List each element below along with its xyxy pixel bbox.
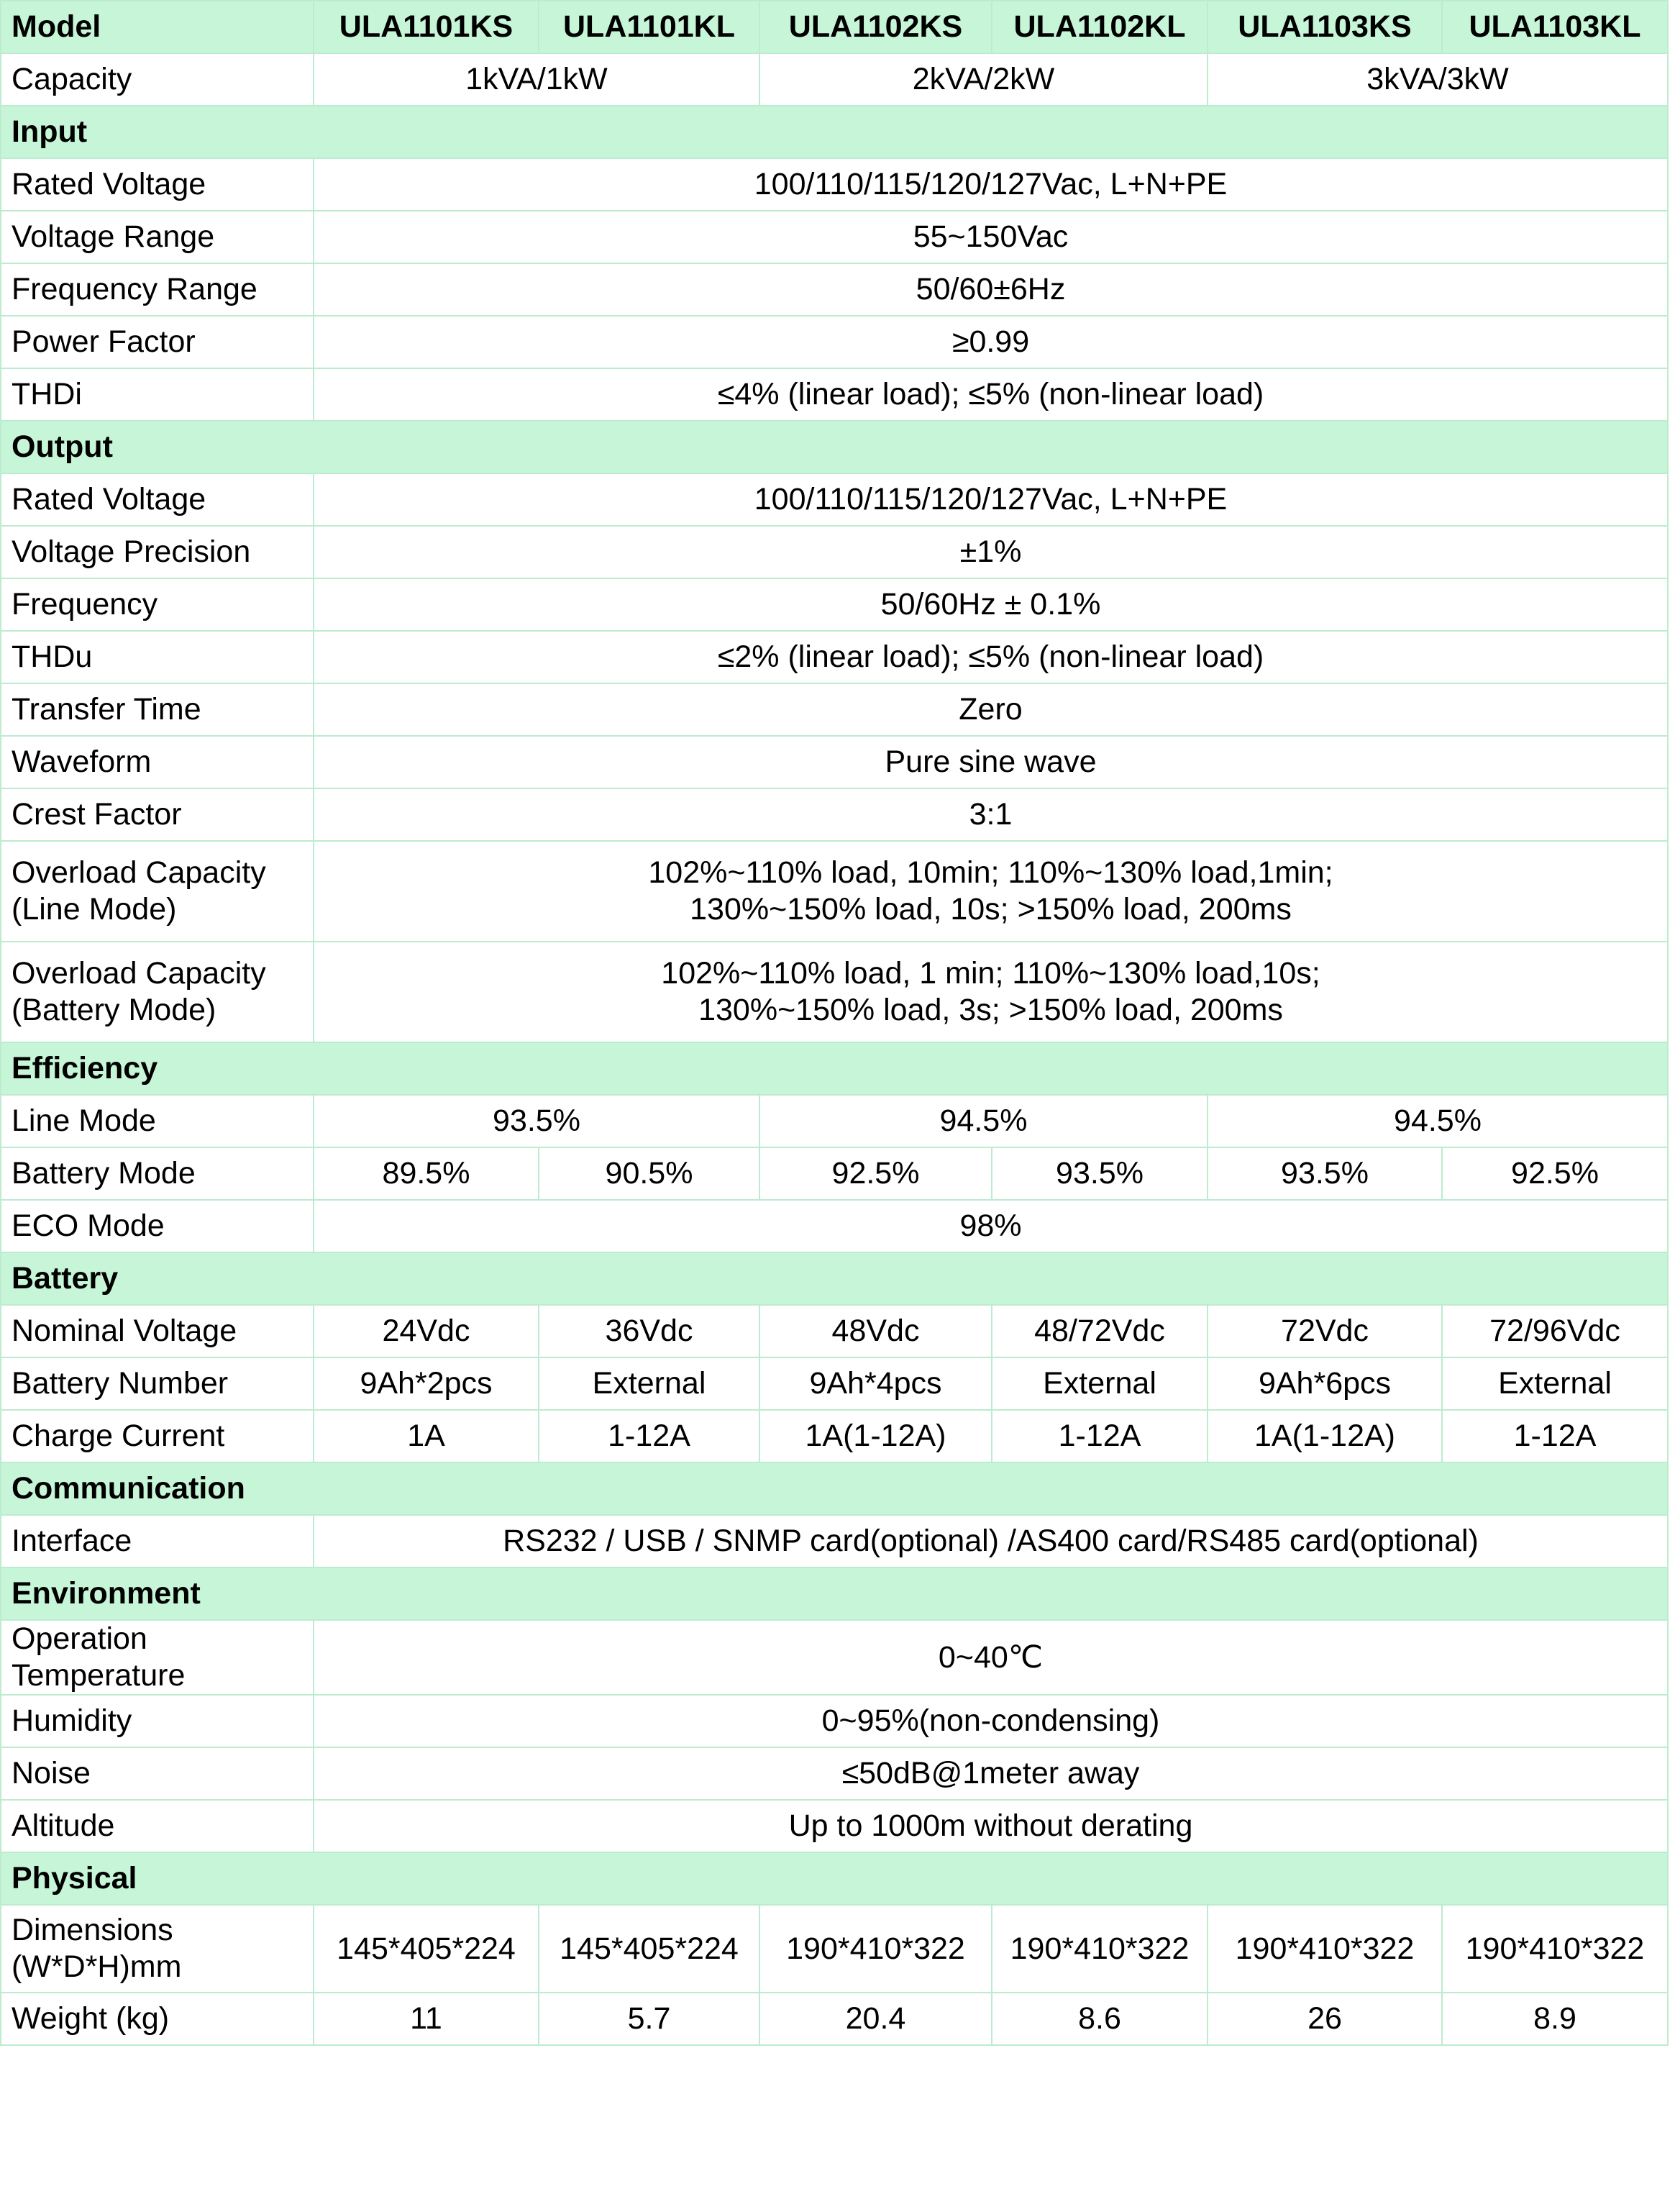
row-value: Up to 1000m without derating [314,1800,1668,1852]
spec-row [1,526,1668,578]
row-label: Waveform [1,736,314,788]
row-value: 50/60±6Hz [314,263,1668,316]
row-value: 1-12A [539,1410,759,1462]
row-label [1,1620,314,1695]
row-value: ±1% [314,526,1668,578]
row-label: Frequency Range [1,263,314,316]
spec-row [1,942,1668,1042]
row-label-line: Overload Capacity [12,855,266,890]
row-label-line: Operation [12,1621,147,1656]
capacity-value: 1kVA/1kW [314,53,759,106]
model-name: ULA1102KL [992,1,1208,53]
row-label: Weight (kg) [1,1993,314,2045]
spec-row [1,1515,1668,1567]
spec-row [1,1357,1668,1410]
row-value: 0~40℃ [314,1620,1668,1695]
row-value: 11 [314,1993,539,2045]
spec-row [1,631,1668,683]
row-value: 9Ah*6pcs [1208,1357,1442,1410]
row-value-line: 130%~150% load, 10s; >150% load, 200ms [690,892,1292,927]
row-value: 50/60Hz ± 0.1% [314,578,1668,631]
row-value: 1A(1-12A) [1208,1410,1442,1462]
spec-row [1,316,1668,368]
row-value: 3:1 [314,788,1668,841]
row-value: 190*410*322 [1208,1905,1442,1993]
spec-row [1,158,1668,211]
row-value: 93.5% [314,1095,759,1147]
spec-row [1,683,1668,736]
row-label-line: Overload Capacity [12,956,266,991]
capacity-value: 3kVA/3kW [1208,53,1668,106]
spec-row [1,1905,1668,1993]
spec-row [1,1695,1668,1747]
spec-row [1,1993,1668,2045]
row-value: 55~150Vac [314,211,1668,263]
row-label: Voltage Range [1,211,314,263]
row-label [1,942,314,1042]
row-value: Pure sine wave [314,736,1668,788]
row-value: 1A [314,1410,539,1462]
row-value: 92.5% [1442,1147,1668,1200]
spec-row [1,578,1668,631]
row-value: RS232 / USB / SNMP card(optional) /AS400 card/RS485 card(optional) [314,1515,1668,1567]
row-value-line: 130%~150% load, 3s; >150% load, 200ms [698,993,1283,1027]
spec-row [1,211,1668,263]
row-label: Crest Factor [1,788,314,841]
row-value: 100/110/115/120/127Vac, L+N+PE [314,473,1668,526]
row-label: Line Mode [1,1095,314,1147]
row-value: 92.5% [759,1147,992,1200]
row-value: 93.5% [1208,1147,1442,1200]
row-value: 1A(1-12A) [759,1410,992,1462]
row-value: 0~95%(non-condensing) [314,1695,1668,1747]
row-value: 1-12A [1442,1410,1668,1462]
row-value: 190*410*322 [1442,1905,1668,1993]
row-label: Interface [1,1515,314,1567]
section-title: Efficiency [1,1042,1668,1095]
row-value: 90.5% [539,1147,759,1200]
spec-row [1,736,1668,788]
row-label: Charge Current [1,1410,314,1462]
row-value-line: 102%~110% load, 10min; 110%~130% load,1min; [648,855,1333,890]
row-label: Battery Mode [1,1147,314,1200]
row-label: Rated Voltage [1,158,314,211]
section-header-input [1,106,1668,158]
row-value: 190*410*322 [992,1905,1208,1993]
row-label [1,841,314,942]
capacity-value: 2kVA/2kW [759,53,1208,106]
section-title: Environment [1,1567,1668,1620]
row-value: ≤50dB@1meter away [314,1747,1668,1800]
row-label-line: (Line Mode) [12,892,177,927]
model-name: ULA1102KS [759,1,992,53]
row-value: 93.5% [992,1147,1208,1200]
row-label: Humidity [1,1695,314,1747]
row-value: 20.4 [759,1993,992,2045]
model-name: ULA1101KL [539,1,759,53]
row-label-line: Dimensions [12,1913,173,1947]
spec-row [1,788,1668,841]
spec-row [1,263,1668,316]
row-value: 72/96Vdc [1442,1305,1668,1357]
row-value: 8.6 [992,1993,1208,2045]
spec-row [1,473,1668,526]
row-label: Battery Number [1,1357,314,1410]
row-value: 48/72Vdc [992,1305,1208,1357]
row-value: 89.5% [314,1147,539,1200]
row-value: 26 [1208,1993,1442,2045]
section-title: Physical [1,1852,1668,1905]
row-label: Power Factor [1,316,314,368]
section-header-environment [1,1567,1668,1620]
row-value: 98% [314,1200,1668,1252]
row-value: 24Vdc [314,1305,539,1357]
row-value: 100/110/115/120/127Vac, L+N+PE [314,158,1668,211]
capacity-row [1,53,1668,106]
row-value: External [539,1357,759,1410]
spec-row [1,1147,1668,1200]
row-value: 72Vdc [1208,1305,1442,1357]
spec-row [1,1095,1668,1147]
spec-row [1,841,1668,942]
row-value: 36Vdc [539,1305,759,1357]
row-label-line: (Battery Mode) [12,993,216,1027]
row-label: Rated Voltage [1,473,314,526]
spec-row [1,368,1668,421]
spec-row [1,1620,1668,1695]
section-header-communication [1,1462,1668,1515]
row-value: 5.7 [539,1993,759,2045]
row-value: ≤2% (linear load); ≤5% (non-linear load) [314,631,1668,683]
spec-row [1,1200,1668,1252]
section-header-physical [1,1852,1668,1905]
model-name: ULA1103KL [1442,1,1668,53]
row-value: 145*405*224 [314,1905,539,1993]
model-label: Model [1,1,314,53]
section-title: Input [1,106,1668,158]
row-label-line: Temperature [12,1658,186,1693]
section-title: Battery [1,1252,1668,1305]
row-value [314,942,1668,1042]
row-label-line: (W*D*H)mm [12,1949,182,1984]
row-label: Capacity [1,53,314,106]
row-value: External [1442,1357,1668,1410]
row-value: ≤4% (linear load); ≤5% (non-linear load) [314,368,1668,421]
model-name: ULA1101KS [314,1,539,53]
section-title: Communication [1,1462,1668,1515]
row-value: 94.5% [759,1095,1208,1147]
row-label: Voltage Precision [1,526,314,578]
row-label: Altitude [1,1800,314,1852]
model-name: ULA1103KS [1208,1,1442,53]
row-label: Nominal Voltage [1,1305,314,1357]
row-value: 9Ah*4pcs [759,1357,992,1410]
row-label: Frequency [1,578,314,631]
row-value [314,841,1668,942]
model-row [1,1,1668,53]
row-label: ECO Mode [1,1200,314,1252]
spec-row [1,1800,1668,1852]
row-value-line: 102%~110% load, 1 min; 110%~130% load,10s; [661,956,1320,991]
row-value: ≥0.99 [314,316,1668,368]
row-label: THDi [1,368,314,421]
section-header-efficiency [1,1042,1668,1095]
row-label [1,1905,314,1993]
spec-row [1,1305,1668,1357]
spec-row [1,1410,1668,1462]
row-value: 48Vdc [759,1305,992,1357]
spec-row [1,1747,1668,1800]
row-value: Zero [314,683,1668,736]
section-title: Output [1,421,1668,473]
row-label: Noise [1,1747,314,1800]
row-value: 1-12A [992,1410,1208,1462]
row-label: Transfer Time [1,683,314,736]
row-value: 190*410*322 [759,1905,992,1993]
row-label: THDu [1,631,314,683]
row-value: 8.9 [1442,1993,1668,2045]
section-header-output [1,421,1668,473]
row-value: 94.5% [1208,1095,1668,1147]
row-value: External [992,1357,1208,1410]
section-header-battery [1,1252,1668,1305]
row-value: 145*405*224 [539,1905,759,1993]
row-value: 9Ah*2pcs [314,1357,539,1410]
